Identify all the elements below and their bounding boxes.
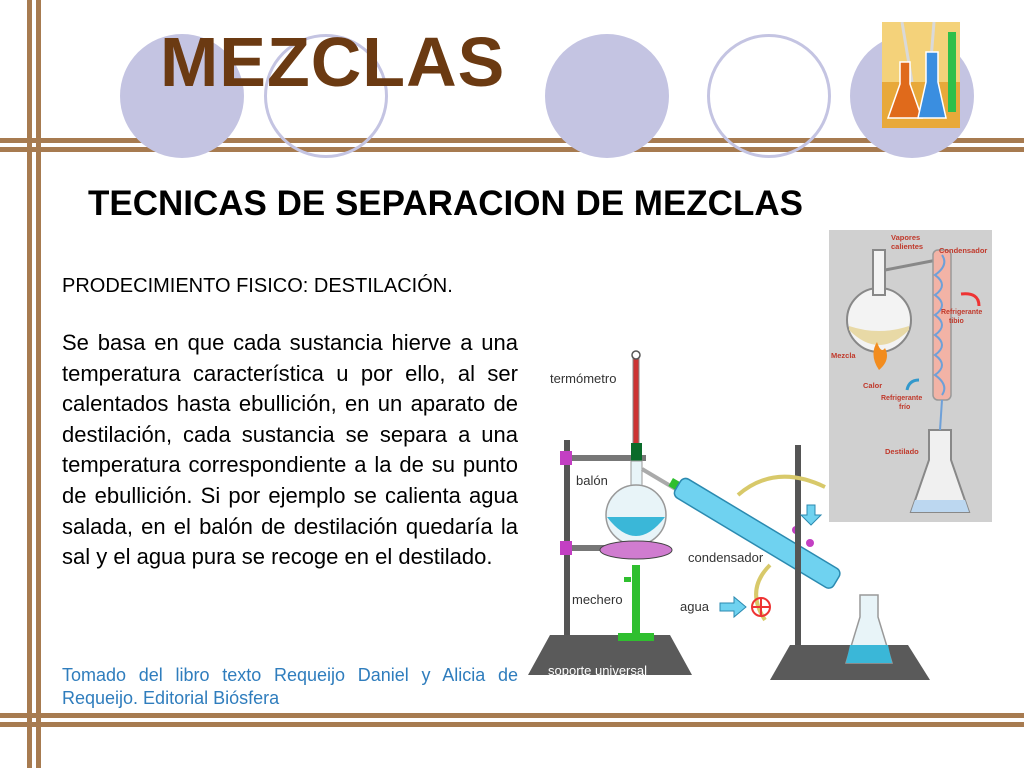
label-balon: balón <box>576 473 608 488</box>
body-paragraph: Se basa en que cada sustancia hierve a una temperatura característica u por ello, al ser calentados hasta ebullición, en un aparato de destilación, cada sustancia se separa a una temperatura correspondiente a la de su punto de ebullición. Si por ejemplo se calienta agua salada, en el balón de destilación quedaría la sal y el agua pura se recoge en el destilado. <box>62 330 518 570</box>
decorative-circle-3 <box>545 34 669 158</box>
svg-text:Destilado: Destilado <box>885 447 919 456</box>
decorative-footer-rule-2 <box>0 722 1024 727</box>
svg-text:calientes: calientes <box>891 242 924 251</box>
svg-text:Mezcla: Mezcla <box>831 351 856 360</box>
svg-text:Calor: Calor <box>863 381 883 390</box>
distillation-apparatus-diagram <box>520 345 940 690</box>
decorative-circle-4 <box>707 34 831 158</box>
label-soporte-universal: soporte universal <box>548 663 647 678</box>
label-termometro: termómetro <box>550 371 617 386</box>
svg-text:Refrigerante: Refrigerante <box>941 309 983 316</box>
source-citation: Tomado del libro texto Requeijo Daniel y Alicia de Requeijo. Editorial Biósfera <box>62 665 518 708</box>
label-condensador: condensador <box>688 550 764 565</box>
svg-text:Refrigerante: Refrigerante <box>881 395 923 402</box>
svg-text:frío: frío <box>899 404 911 411</box>
svg-text:Condensador: Condensador <box>939 246 988 255</box>
decorative-vertical-rule-2 <box>36 0 41 768</box>
label-mechero: mechero <box>572 592 623 607</box>
procedure-heading: PRODECIMIENTO FISICO: DESTILACIÓN. <box>62 275 453 297</box>
label-agua: agua <box>680 599 709 614</box>
svg-text:tibio: tibio <box>949 318 964 325</box>
decorative-footer-rule-1 <box>0 713 1024 718</box>
lab-flasks-icon <box>882 22 960 128</box>
decorative-vertical-rule-1 <box>27 0 32 768</box>
slide-title: MEZCLAS <box>160 23 506 101</box>
svg-text:Vapores: Vapores <box>891 233 921 242</box>
slide-subtitle: TECNICAS DE SEPARACION DE MEZCLAS <box>88 184 803 223</box>
